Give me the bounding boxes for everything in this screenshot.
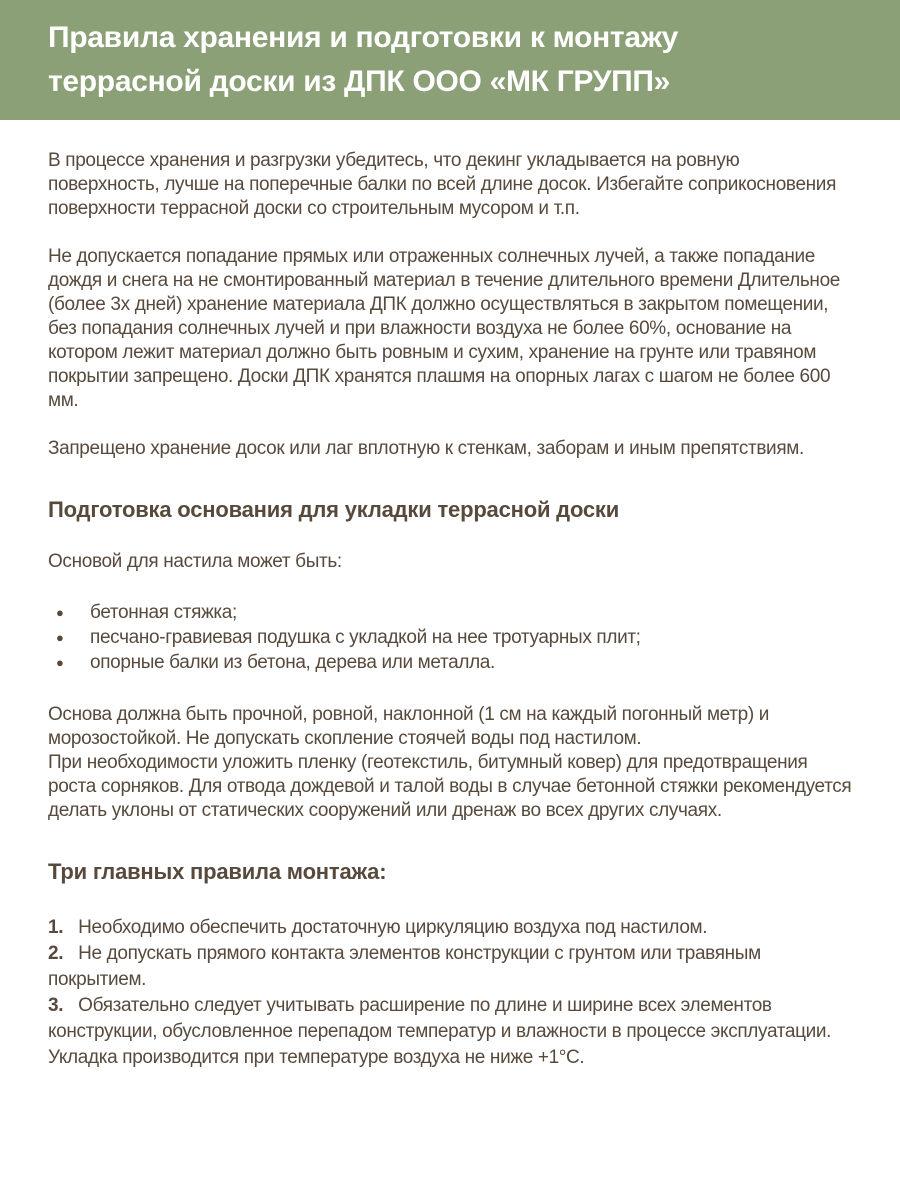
list-item [48,650,852,675]
bullet-icon: ● [56,655,64,670]
list-item [48,625,852,650]
rule-number: 2. [48,943,64,964]
rule-number: 3. [48,995,64,1016]
rule-item [48,941,852,993]
paragraph-base-requirements-part-1: Основа должна быть прочной, ровной, наклонной (1 см на каждый погонный метр) и морозостойкой. Не допускать скопление стоячей воды под настилом. [48,704,769,749]
section-heading-base-preparation: Подготовка основания для укладки террасной доски [48,497,620,522]
base-options-list [48,600,852,675]
rule-item [48,915,852,941]
paragraph-sunlight-humidity: Не допускается попадание прямых или отраженных солнечных лучей, а также попадание дождя и снега на не смонтированный материал в течение длительного времени Длительное (более 3х дней) хранение материала ДПК должно осуществляться в закрытом помещении, без попадания солнечных лучей и при влажности воздуха не более 60%, основание на котором лежит материал должно быть ровным и сухим, хранение на грунте или травяном покрытии запрещено. Доски ДПК хранятся плашмя на опорных лагах с шагом не более 600 мм. [48,246,840,411]
rule-text: Необходимо обеспечить достаточную циркуляцию воздуха под настилом. [78,917,708,938]
page-title-line-2: террасной доски из ДПК ООО «МК ГРУПП» [48,65,670,98]
rule-text: Обязательно следует учитывать расширение по длине и ширине всех элементов конструкции, обусловленное перепадом температур и влажности в процессе эксплуатации. Укладка производится при температуре воздуха не ниже +1°С. [48,995,832,1068]
document-body [0,120,900,1071]
paragraph-base-requirements-part-2: При необходимости уложить пленку (геотекстиль, битумный ковер) для предотвращения роста сорняков. Для отвода дождевой и талой воды в случае бетонной стяжки рекомендуется делать уклоны от статических сооружений или дренаж во всех других случаях. [48,752,852,821]
rule-number: 1. [48,917,64,938]
list-item-label: бетонная стяжка; [90,602,237,623]
installation-rules-list [48,915,852,1071]
paragraph-prohibited-storage: Запрещено хранение досок или лаг вплотную к стенкам, заборам и иным препятствиям. [48,438,804,459]
rule-text: Не допускать прямого контакта элементов конструкции с грунтом или травяным покрытием. [48,943,761,990]
page-title [48,16,678,104]
list-item-label: песчано-гравиевая подушка с укладкой на нее тротуарных плит; [90,627,641,648]
paragraph-base-requirements [48,703,852,823]
page-header [0,0,900,120]
bullet-icon: ● [56,630,64,645]
paragraph-storage-unloading: В процессе хранения и разгрузки убедитесь, что декинг укладывается на ровную поверхность, лучше на поперечные балки по всей длине досок. Избегайте соприкосновения поверхности террасной доски со строительным мусором и т.п. [48,150,837,219]
bullet-icon: ● [56,605,64,620]
rule-item [48,993,852,1071]
section-heading-installation-rules: Три главных правила монтажа: [48,859,387,884]
list-item-label: опорные балки из бетона, дерева или металла. [90,652,495,673]
page-title-line-1: Правила хранения и подготовки к монтажу [48,21,679,54]
list-item [48,600,852,625]
paragraph-base-intro: Основой для настила может быть: [48,551,342,572]
